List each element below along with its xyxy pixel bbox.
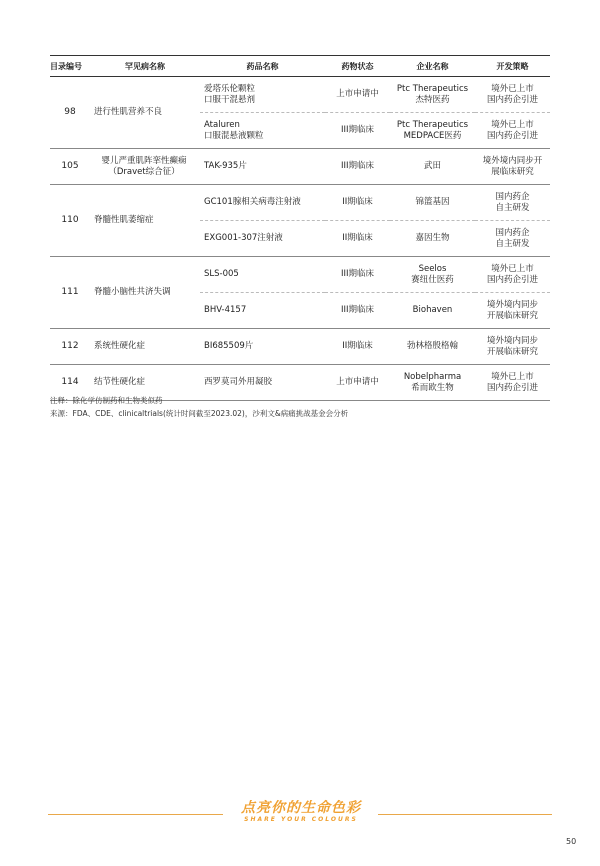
cell-line: 国内药企引进 (486, 382, 538, 393)
footer-slogan (226, 800, 376, 824)
drug-status-cell: III期临床 (325, 149, 390, 185)
cell-line: 口服混悬液颗粒 (204, 130, 264, 141)
cell-line: 爱塔乐伦颗粒 (204, 83, 256, 94)
cell-line: 境外境内同步 (486, 299, 538, 310)
cell-line: 西罗莫司外用凝胶 (204, 377, 273, 387)
disease-name-cell: 脊髓小脑性共济失调 (90, 257, 200, 329)
drug-name-cell (200, 257, 325, 293)
drug-name-cell (200, 185, 325, 221)
drug-pipeline-table-container (50, 55, 550, 401)
cell-line: Seelos (418, 263, 447, 274)
cell-line: 境外境内同步开 (482, 155, 543, 166)
cell-line: Ptc Therapeutics (396, 83, 469, 94)
catalog-number-cell: 98 (50, 77, 90, 149)
cell-line: 开展临床研究 (486, 346, 538, 357)
company-name-cell (390, 293, 475, 329)
header-status: 药物状态 (325, 56, 390, 77)
cell-line: BHV-4157 (204, 305, 247, 315)
drug-status-cell: II期临床 (325, 185, 390, 221)
header-num: 目录编号 (50, 56, 90, 77)
cell-line: Nobelpharma (403, 371, 462, 382)
header-disease: 罕见病名称 (90, 56, 200, 77)
cell-line: 赛纽仕医药 (411, 274, 454, 285)
cell-line: 境外已上市 (491, 119, 534, 130)
disease-name-cell: 系统性硬化症 (90, 329, 200, 365)
development-strategy-cell (475, 77, 550, 113)
source-text: 来源：FDA、CDE、clinicaltrials(统计时间截至2023.02)，沙利文&病痛挑战基金会分析 (50, 409, 349, 418)
catalog-number-cell: 110 (50, 185, 90, 257)
drug-name-cell (200, 221, 325, 257)
company-name-cell (390, 329, 475, 365)
cell-line: BI685509片 (204, 341, 254, 351)
drug-status-cell: III期临床 (325, 293, 390, 329)
development-strategy-cell (475, 329, 550, 365)
development-strategy-cell (475, 365, 550, 401)
disease-name-cell: 婴儿严重肌阵挛性癫痫（Dravet综合征） (90, 149, 200, 185)
table-row (50, 257, 550, 293)
cell-line: MEDPACE医药 (403, 130, 462, 141)
cell-line: 自主研发 (495, 238, 530, 249)
drug-name-cell (200, 329, 325, 365)
slogan-english: SHARE YOUR COLOURS (244, 816, 358, 823)
cell-line: GC101腺相关病毒注射液 (204, 197, 301, 207)
cell-line: 武田 (423, 161, 441, 171)
note-text: 注释：除化学仿制药和生物类似药 (50, 396, 163, 405)
development-strategy-cell (475, 257, 550, 293)
cell-line: Ataluren (204, 119, 240, 130)
page-number: 50 (566, 837, 577, 846)
cell-line: TAK-935片 (204, 161, 247, 171)
cell-line: 国内药企引进 (486, 130, 538, 141)
table-row (50, 149, 550, 185)
footer-divider-left (48, 814, 223, 815)
company-name-cell (390, 77, 475, 113)
cell-line: 国内药企 (495, 227, 530, 238)
company-name-cell (390, 185, 475, 221)
development-strategy-cell (475, 113, 550, 149)
table-body (50, 77, 550, 401)
cell-line: 勃林格殷格翰 (406, 341, 458, 351)
cell-line: 杰特医药 (415, 94, 450, 105)
slogan-chinese: 点亮你的生命色彩 (241, 800, 361, 816)
table-row (50, 77, 550, 113)
cell-line: 境外已上市 (491, 83, 534, 94)
drug-name-cell (200, 149, 325, 185)
cell-line: 嘉因生物 (415, 233, 450, 243)
catalog-number-cell: 114 (50, 365, 90, 401)
drug-status-cell: 上市申请中 (325, 77, 390, 113)
cell-line: EXG001-307注射液 (204, 233, 283, 243)
cell-line: 开展临床研究 (486, 310, 538, 321)
drug-pipeline-table (50, 55, 550, 401)
cell-line: 希而欧生物 (411, 382, 454, 393)
cell-line: 国内药企引进 (486, 274, 538, 285)
company-name-cell (390, 365, 475, 401)
cell-line: Biohaven (412, 305, 453, 315)
header-company: 企业名称 (390, 56, 475, 77)
drug-name-cell (200, 77, 325, 113)
cell-line: Ptc Therapeutics (396, 119, 469, 130)
drug-status-cell: 上市申请中 (325, 365, 390, 401)
drug-status-cell: III期临床 (325, 257, 390, 293)
company-name-cell (390, 113, 475, 149)
cell-line: SLS-005 (204, 269, 239, 279)
company-name-cell (390, 149, 475, 185)
catalog-number-cell: 105 (50, 149, 90, 185)
development-strategy-cell (475, 149, 550, 185)
cell-line: 境外已上市 (491, 263, 534, 274)
company-name-cell (390, 221, 475, 257)
drug-name-cell (200, 113, 325, 149)
development-strategy-cell (475, 185, 550, 221)
table-row (50, 329, 550, 365)
header-strategy: 开发策略 (475, 56, 550, 77)
disease-name-cell: 脊髓性肌萎缩症 (90, 185, 200, 257)
drug-status-cell: II期临床 (325, 329, 390, 365)
catalog-number-cell: 112 (50, 329, 90, 365)
table-row (50, 185, 550, 221)
drug-name-cell (200, 293, 325, 329)
cell-line: 锦篮基因 (415, 197, 450, 207)
disease-name-cell: 进行性肌营养不良 (90, 77, 200, 149)
cell-line: 境外境内同步 (486, 335, 538, 346)
notes-block (50, 394, 348, 420)
drug-status-cell: III期临床 (325, 113, 390, 149)
development-strategy-cell (475, 221, 550, 257)
cell-line: 国内药企 (495, 191, 530, 202)
cell-line: 展临床研究 (491, 166, 534, 177)
cell-line: 境外已上市 (491, 371, 534, 382)
development-strategy-cell (475, 293, 550, 329)
cell-line: 自主研发 (495, 202, 530, 213)
company-name-cell (390, 257, 475, 293)
disease-name-cell: 结节性硬化症 (90, 365, 200, 401)
cell-line: 国内药企引进 (486, 94, 538, 105)
catalog-number-cell: 111 (50, 257, 90, 329)
table-header-row (50, 56, 550, 77)
cell-line: 口服干混悬剂 (204, 94, 256, 105)
footer-divider-right (378, 814, 552, 815)
header-drug: 药品名称 (200, 56, 325, 77)
drug-status-cell: II期临床 (325, 221, 390, 257)
